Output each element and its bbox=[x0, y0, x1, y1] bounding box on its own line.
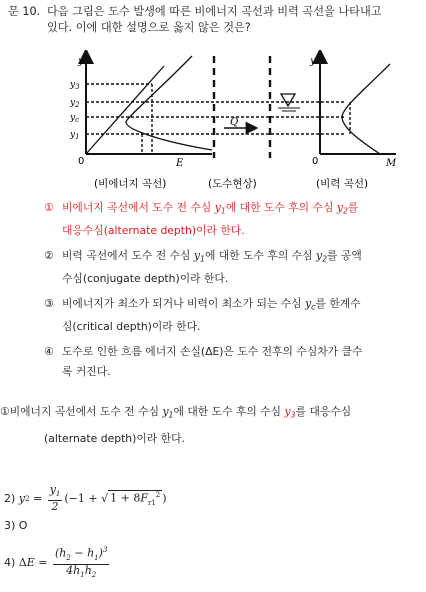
question-text bbox=[47, 4, 419, 36]
caption-hydraulic-jump: (도수현상) bbox=[208, 178, 257, 190]
left-axis-y-label: y bbox=[78, 56, 84, 67]
answer-highlight: $y_3$ bbox=[284, 405, 296, 420]
note-2: 2) y 2 = $\frac{y_1}{2}$ (−1 + √ $1 + 8F_{r1}^2$ ) bbox=[4, 483, 167, 514]
caption-specific-force: (비력 곡선) bbox=[316, 178, 369, 190]
tick-y1: $y_1$ bbox=[70, 130, 80, 141]
answer-explanation: ①비에너지 곡선에서 도수 전 수심 $y_1$에 대한 도수 후의 수심 $y_3$를 대응수심 (alternate depth)이라 한다. bbox=[0, 405, 352, 446]
caption-specific-energy: (비에너지 곡선) bbox=[94, 178, 167, 190]
x-label-m: M bbox=[386, 158, 397, 169]
option-1: ① 비에너지 곡선에서 도수 전 수심 $y_1$에 대한 도수 후의 수심 $y_2$를 대응수심(alternate depth)이라 한다. bbox=[44, 198, 412, 242]
question-line-1: 다음 그림은 도수 발생에 따른 비에너지 곡선과 비력 곡선을 나타내고 bbox=[47, 5, 382, 18]
option-2: ② 비력 곡선에서 도수 전 수심 $y_1$에 대한 도수 후의 수심 $y_2$를 공액 수심(conjugate depth)이라 한다. bbox=[44, 246, 412, 290]
specific-force-curve bbox=[342, 64, 390, 154]
question-number: 문 10. bbox=[8, 5, 41, 18]
formula-energy-loss: Δ E = $\frac{(h_2 - h_1)^3}{4h_1h_2}$ bbox=[18, 546, 108, 580]
tick-y2: $y_2$ bbox=[70, 98, 80, 109]
left-origin-label: 0 bbox=[78, 156, 85, 167]
hydraulic-jump-figure bbox=[64, 50, 404, 192]
option-3: ③ 비에너지가 최소가 되거나 비력이 최소가 되는 수심 $y_c$를 한계수 심(critical depth)이라 한다. bbox=[44, 294, 412, 338]
option-1-marker: ① bbox=[44, 201, 54, 214]
formula-conjugate-depth: y 2 = $\frac{y_1}{2}$ (−1 + √ $1 + 8F_{r1}^2$ ) bbox=[18, 483, 167, 514]
answer-marker: ① bbox=[0, 405, 10, 418]
option-2-marker: ② bbox=[44, 249, 54, 262]
x-label-e: E bbox=[176, 158, 184, 169]
option-4: ④ 도수로 인한 흐름 에너지 손실(ΔE)은 도수 전후의 수심차가 클수 록 커진다. bbox=[44, 342, 412, 386]
note-3: 3) O bbox=[4, 519, 28, 532]
tick-yc: $y_c$ bbox=[70, 113, 80, 124]
option-4-marker: ④ bbox=[44, 345, 54, 358]
question-line-2: 있다. 이에 대한 설명으로 옳지 않은 것은? bbox=[47, 21, 251, 34]
right-axis-y-label: y bbox=[310, 56, 316, 67]
option-3-marker: ③ bbox=[44, 297, 54, 310]
note-4: 4) Δ E = $\frac{(h_2 - h_1)^3}{4h_1h_2}$ bbox=[4, 544, 111, 581]
flow-label-q: Q bbox=[230, 117, 239, 128]
specific-energy-curve bbox=[126, 56, 212, 150]
right-origin-label: 0 bbox=[312, 156, 319, 167]
tick-y3: $y_3$ bbox=[70, 80, 80, 91]
water-surface-icon bbox=[281, 94, 295, 106]
